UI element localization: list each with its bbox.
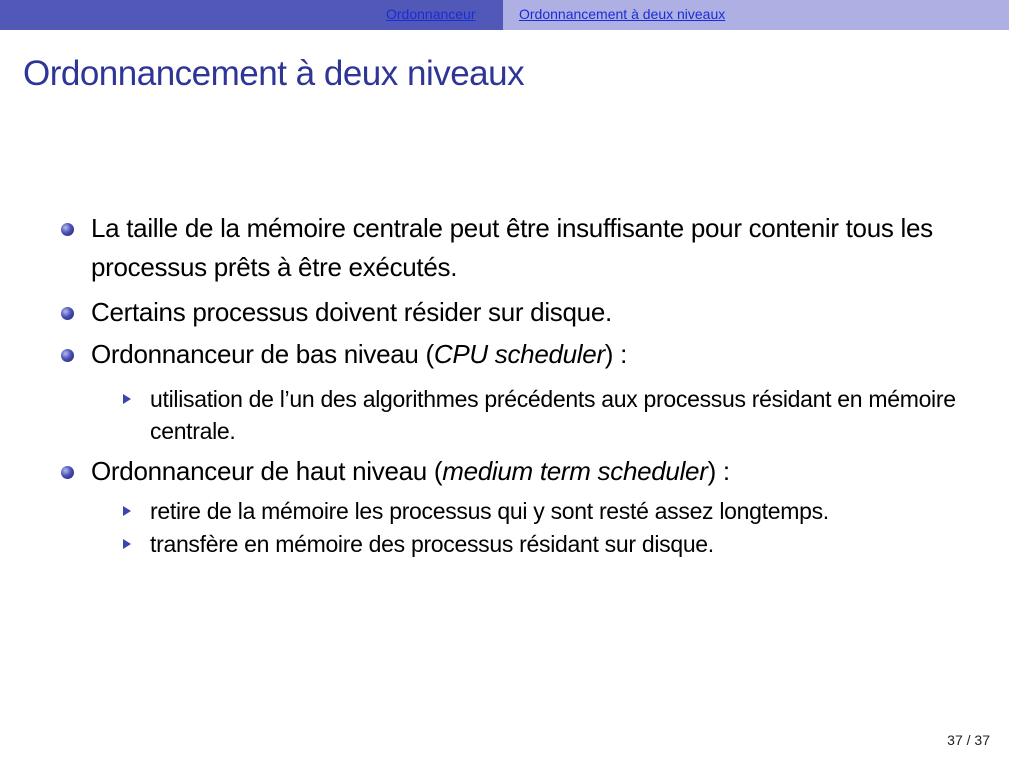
list-item-text-before: Ordonnanceur de haut niveau (: [91, 456, 443, 486]
nav-link-subsection[interactable]: Ordonnancement à deux niveaux: [519, 6, 726, 22]
sublist-item: [150, 383, 980, 447]
list-item-text: La taille de la mémoire centrale peut être insuffisante pour contenir tous les processus prêts à être exécutés.: [91, 213, 933, 282]
sublist-item-text: utilisation de l’un des algorithmes précédents aux processus résidant en mémoire centrale.: [150, 386, 956, 444]
list-item-text-emphasis: medium term scheduler: [442, 456, 708, 486]
list-item: [91, 452, 971, 491]
sublist-item-text: retire de la mémoire les processus qui y sont resté assez longtemps.: [150, 498, 829, 524]
list-item-text-after: ) :: [707, 456, 730, 486]
triangle-bullet-icon: [123, 506, 131, 516]
list-item-text: Certains processus doivent résider sur disque.: [91, 297, 612, 327]
ball-bullet-icon: [61, 466, 74, 479]
list-item-text-before: Ordonnanceur de bas niveau (: [91, 339, 434, 369]
slide-title: Ordonnancement à deux niveaux: [23, 54, 525, 93]
triangle-bullet-icon: [123, 394, 131, 404]
list-item-text-after: ) :: [604, 339, 628, 369]
ball-bullet-icon: [61, 307, 74, 320]
sublist-item: [150, 528, 980, 560]
ball-bullet-icon: [61, 349, 74, 362]
sublist-item-text: transfère en mémoire des processus résidant sur disque.: [150, 531, 714, 557]
list-item: [91, 209, 971, 287]
navigation-bar: [0, 0, 1009, 30]
list-item: [91, 293, 971, 332]
list-item-text-emphasis: CPU scheduler: [433, 339, 605, 369]
page-number: 37 / 37: [947, 732, 990, 748]
list-item: [91, 335, 971, 374]
ball-bullet-icon: [61, 223, 74, 236]
nav-link-section[interactable]: Ordonnanceur: [386, 6, 476, 22]
sublist-item: [150, 495, 980, 527]
triangle-bullet-icon: [123, 539, 131, 549]
